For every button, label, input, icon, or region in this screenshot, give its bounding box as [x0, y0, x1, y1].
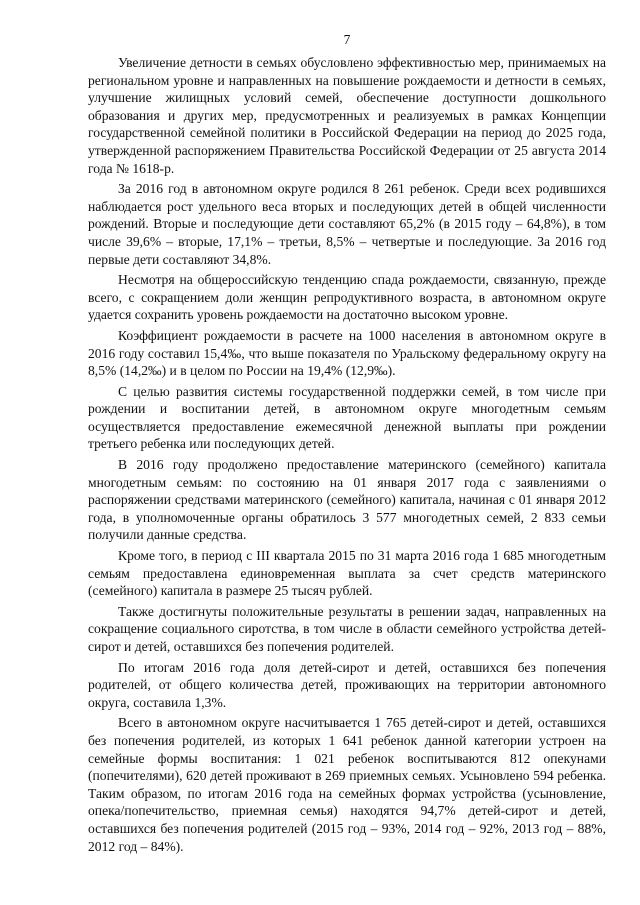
- paragraph-monthly-payment: С целью развития системы государственной поддержки семей, в том числе при рождении и воспитании детей, в автономном округе многодетным семьям осуществляется предоставление ежемесячной денежной выплаты при рождении третьего ребенка или последующих детей.: [88, 383, 606, 452]
- paragraph-fertility-measures: Увеличение детности в семьях обусловлено эффективностью мер, принимаемых на региональном уровне и направленных на повышение рождаемости и детности в семьях, улучшение жилищных условий семей, обеспечение доступности дошкольного образования и других мер, предусмотренных и реализуемых в рамках Концепции государственной семейной политики в Российской Федерации на период до 2025 года, утвержденной распоряжением Правительства Российской Федерации от 25 августа 2014 года № 1618-р.: [88, 55, 606, 176]
- paragraph-lump-sum-payment: Кроме того, в период с III квартала 2015 по 31 марта 2016 года 1 685 многодетным семьям предоставлена единовременная выплата за счет средств материнского (семейного) капитала в размере 25 тысяч рублей.: [88, 548, 606, 599]
- paragraph-birth-rate-trend: Несмотря на общероссийскую тенденцию спада рождаемости, связанную, прежде всего, с сокращением доли женщин репродуктивного возраста, в автономном округе удается сохранить уровень рождаемости на достаточно высоком уровне.: [88, 272, 606, 323]
- paragraph-maternity-capital: В 2016 году продолжено предоставление материнского (семейного) капитала многодетным семьям: по состоянию на 01 января 2017 года с заявлениями о распоряжении средствами материнского (семейного) капитала, начиная с 01 января 2012 года, в уполномоченные органы обратилось 3 577 многодетных семей, 2 833 семьи получили данные средства.: [88, 457, 606, 543]
- paragraph-orphanhood-reduction: Также достигнуты положительные результаты в решении задач, направленных на сокращение социального сиротства, в том числе в области семейного устройства детей-сирот и детей, оставшихся без попечения родителей.: [88, 603, 606, 654]
- paragraph-births-2016: За 2016 год в автономном округе родился 8 261 ребенок. Среди всех родившихся наблюдается рост удельного веса вторых и последующих детей в общей численности рождений. Вторые и последующие дети составляют 65,2% (в 2015 году – 64,8%), в том числе 39,6% – вторые, 17,1% – третьи, 8,5% – четвертые и последующие. За 2016 год первые дети составляют 34,8%.: [88, 181, 606, 267]
- page-number: 7: [343, 32, 351, 47]
- paragraph-orphans-share: По итогам 2016 года доля детей-сирот и детей, оставшихся без попечения родителей, от общего количества детей, проживающих на территории автономного округа, составила 1,3%.: [88, 659, 606, 710]
- paragraph-birth-coefficient: Коэффициент рождаемости в расчете на 1000 населения в автономном округе в 2016 году составил 15,4‰, что выше показателя по Уральскому федеральному округу на 8,5% (14,2‰) и в целом по России на 19,4% (12,9‰).: [88, 327, 606, 379]
- paragraph-orphans-placement: Всего в автономном округе насчитывается 1 765 детей-сирот и детей, оставшихся без попечения родителей, из которых 1 641 ребенок данной категории устроен на семейные формы воспитания: 1 021 ребенок воспитываются 812 опекунами (попечителями), 620 детей проживают в 269 приемных семьях. Усыновлено 594 ребенка. Таким образом, по итогам 2016 года на семейных формах устройства (усыновление, опека/попечительство, приемная семья) находятся 94,7% детей-сирот и детей, оставшихся без попечения родителей (2015 год – 93%, 2014 год – 92%, 2013 год – 88%, 2012 год – 84%).: [88, 715, 606, 854]
